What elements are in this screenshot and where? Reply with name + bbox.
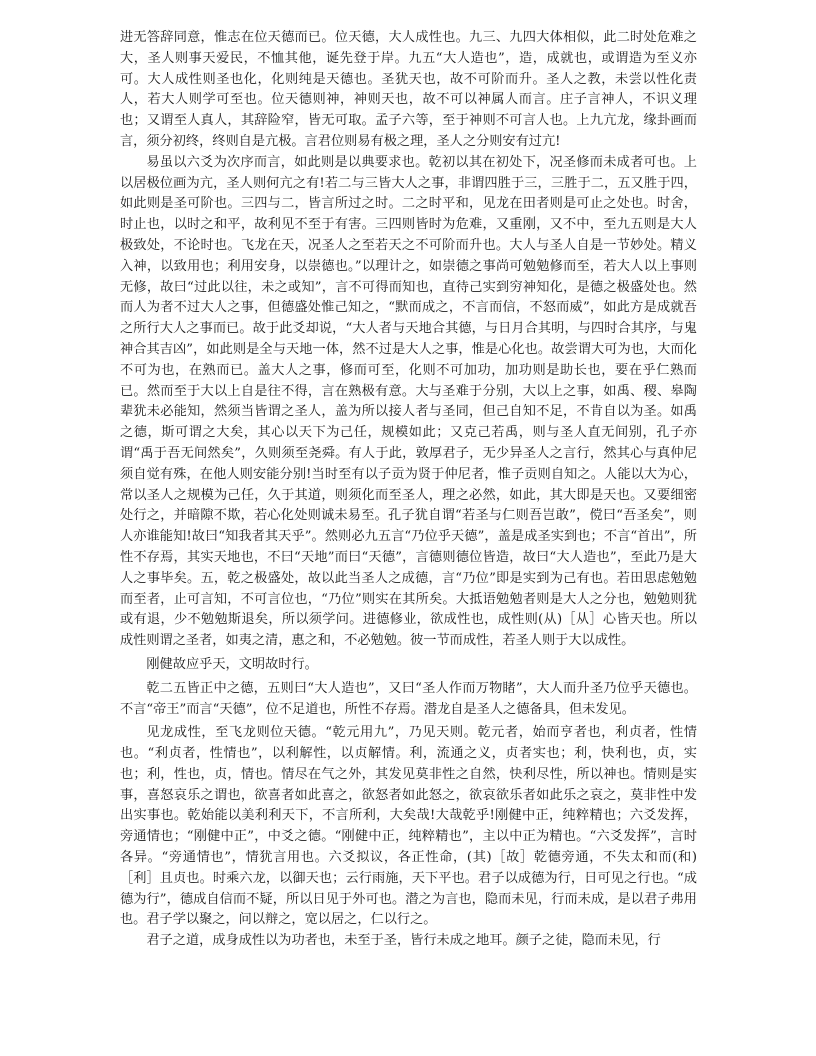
paragraph-2: 易虽以六爻为次序而言，如此则是以典要求也。乾初以其在初处下，况圣修而未成者可也。上以居极位画为亢，圣人则何亢之有!若二与三皆大人之事，非谓四胜于三，三胜于二，五又胜于四，如此则是圣可阶也。三四与二，皆言所过之时。二之时平和，见龙在田者则是可止之处也。时舍，时止也，以时之和平，故利见不至于有害。三四则皆时为危难，又重刚，又不中，至九五则是大人极致处，不论时也。飞龙在天，况圣人之至若天之不可阶而升也。大人与圣人自是一节妙处。精义入神，以致用也；利用安身，以崇德也。”以理计之，如崇德之事尚可勉勉修而至，若大人以上事则无修，故曰“过此以往，未之或知”，言不可得而知也，直待己实到穷神知化，是德之极盛处也。然而人为者不过大人之事，但德盛处惟己知之，“默而成之，不言而信，不怒而威”，如此方是成就吾之所行大人之事而已。故于此爻却说，“大人者与天地合其德，与日月合其明，与四时合其序，与鬼神合其吉凶”，如此则是全与天地一体，然不过是大人之事，惟是心化也。故尝谓大可为也，大而化不可为也，在熟而已。盖大人之事，修而可至，化则不可加功，加功则是助长也，要在乎仁熟而已。然而至于大以上自是往不得，言在熟极有意。大与圣难于分别，大以上之事，如禹、稷、皋陶辈犹未必能知，然须当皆谓之圣人，盖为所以接人者与圣同，但己自知不足，不肯自以为圣。如禹之德，斯可谓之大矣，其心以天下为己任，规模如此；又克己若禹，则与圣人直无间别，孔子亦谓“禹于吾无间然矣”，久则须至尧舜。有人于此，敦厚君子，无少异圣人之言行，然其心与真仲尼须自觉有殊，在他人则安能分别!当时至有以子贡为贤于仲尼者，惟子贡则自知之。人能以大为心，常以圣人之规模为己任，久于其道，则须化而至圣人，理之必然，如此，其大即是天也。又要细密处行之，并暗隙不欺，若心化处则诚未易至。孔子犹自谓“若圣与仁则吾岂敢”，傥曰“吾圣矣”，则人亦谁能知!故曰“知我者其天乎”。然则必九五言“乃位乎天德”，盖是成圣实到也；不言“首出”，所性不存焉，其实天地也，不曰“天地”而曰“天德”，言德则德位皆造，故曰“大人造也”，至此乃是大人之事毕矣。五，乾之极盛处，故以此当圣人之成德，言“乃位”即是实到为己有也。若田思虑勉勉而至者，止可言知，不可言位也，“乃位”则实在其所矣。大抵语勉勉者则是大人之分也，勉勉则犹或有退，少不勉勉斯退矣，所以须学问。进德修业，欲成性也，成性则(从)［从］心皆天也。所以成性则谓之圣者，如夷之清，惠之和，不必勉勉。彼一节而成性，若圣人则于大以成性。 [120, 154, 697, 649]
paragraph-3: 刚健故应乎天，文明故时行。 [146, 656, 318, 672]
paragraph-4: 乾二五皆正中之德，五则曰“大人造也”，又曰“圣人作而万物睹”，大人而升圣乃位乎天德也。不言“帝王”而言“天德”，位不足道也，所性不存焉。潜龙自是圣人之德备具，但未发见。 [120, 680, 697, 717]
paragraph-1: 进无答辞同意，惟志在位天德而已。位天德，大人成性也。九三、九四大体相似，此二时处危难之大，圣人则事天爱民，不恤其他，诞先登于岸。九五“大人造也”，造，成就也，或谓造为至义亦可。大人成性则圣也化，化则纯是天德也。圣犹天也，故不可阶而升。圣人之教，未尝以性化责人，若大人则学可至也。位天德则神，神则天也，故不可以神属人而言。庄子言神人，不识义理也；又谓至人真人，其辞险窄，皆无可取。孟子六等，至于神则不可言人也。上九亢龙，缘卦画而言，须分初终，终则自是亢极。言君位则易有极之理，圣人之分则安有过亢! [120, 30, 697, 149]
document-page [120, 28, 697, 952]
paragraph-6: 君子之道，成身成性以为功者也，未至于圣，皆行未成之地耳。颜子之徒，隐而未见，行 [146, 933, 661, 949]
paragraph-5: 见龙成性，至飞龙则位天德。“乾元用九”，乃见天则。乾元者，始而亨者也，利贞者，性情也。“利贞者，性情也”，以利解性，以贞解情。利，流通之义，贞者实也；利，快利也，贞，实也；利，性也，贞，情也。情尽在气之外，其发见莫非性之自然，快利尽性，所以神也。情则是实事，喜怒哀乐之谓也，欲喜者如此喜之，欲怒者如此怒之，欲哀欲乐者如此乐之哀之，莫非性中发出实事也。乾始能以美利利天下，不言所利，大矣哉!大哉乾乎!刚健中正，纯粹精也；六爻发挥，旁通情也；“刚健中正”，中爻之德。“刚健中正，纯粹精也”，主以中正为精也。“六爻发挥”，言时各异。“旁通情也”，情犹言用也。六爻拟议，各正性命，(其)［故］乾德旁通，不失太和而(和)［利］且贞也。时乘六龙，以御天也；云行雨施，天下平也。君子以成德为行，日可见之行也。“成德为行”，德成自信而不疑，所以日见于外可也。潜之为言也，隐而未见，行而未成，是以君子弗用也。君子学以聚之，问以辩之，宽以居之，仁以行之。 [120, 725, 697, 928]
